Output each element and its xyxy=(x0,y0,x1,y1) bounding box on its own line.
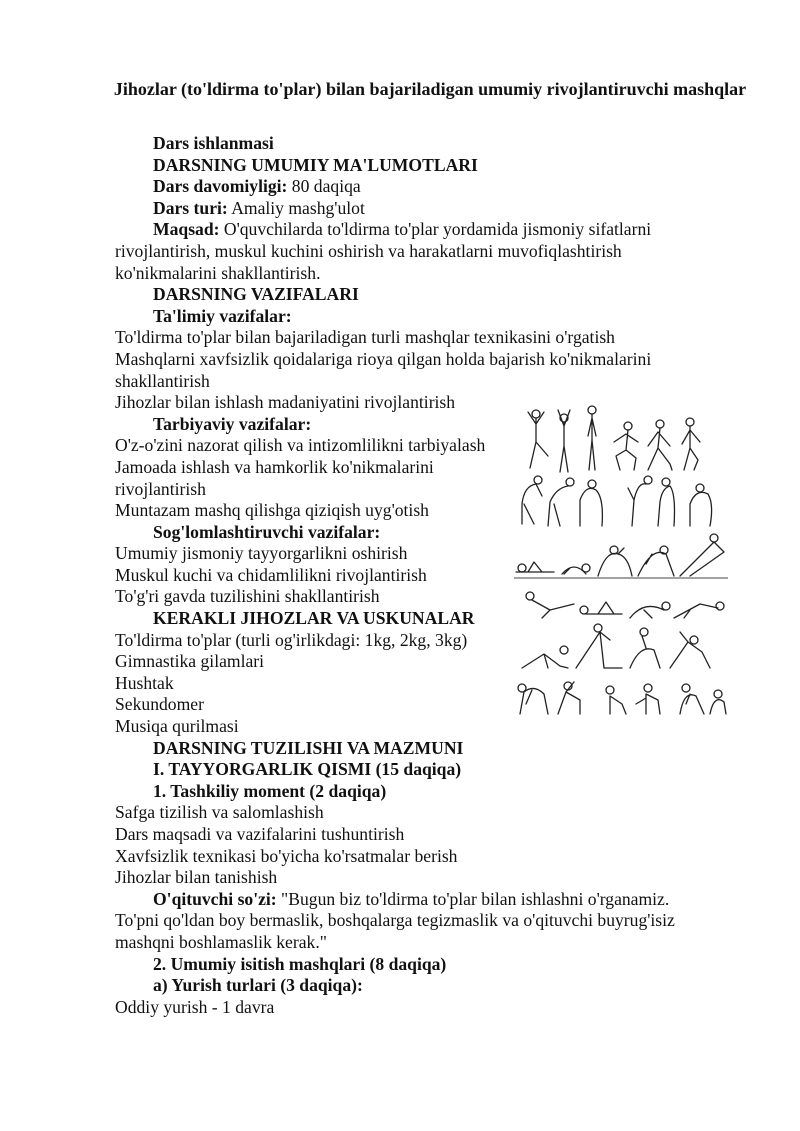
document-title: Jihozlar (to'ldirma to'plar) bilan bajariladigan umumiy rivojlantiruvchi mashqlar xyxy=(113,79,747,99)
teacher-quote-line-2: To'pni qo'ldan boy bermaslik, boshqalarga tegizmaslik va o'qituvchi buyrug'isiz xyxy=(115,910,675,931)
row-lying-figures xyxy=(526,592,724,618)
teacher-quote-label: O'qituvchi so'zi: xyxy=(153,888,277,909)
heading-equipment: KERAKLI JIHOZLAR VA USKUNALAR xyxy=(153,608,475,629)
info-duration xyxy=(115,176,715,198)
list-item: Sekundomer xyxy=(115,694,204,715)
list-item: Umumiy jismoniy tayyorgarlikni oshirish xyxy=(115,543,408,564)
exercise-figures-svg xyxy=(514,404,728,718)
list-item: O'z-o'zini nazorat qilish va intizomlilikni tarbiyalash xyxy=(115,435,486,456)
info-lesson-type xyxy=(115,198,715,220)
goal-label: Maqsad: xyxy=(153,219,220,240)
list-item: Xavfsizlik texnikasi bo'yicha ko'rsatmalar berish xyxy=(115,845,458,866)
heading-educational-tasks: Ta'limiy vazifalar: xyxy=(153,305,292,326)
heading-warmup: 2. Umumiy isitish mashqlari (8 daqiqa) xyxy=(153,953,447,974)
teacher-quote-text: "Bugun biz to'ldirma to'plar bilan ishlashni o'rganamiz. xyxy=(276,888,670,909)
row-standing-figures xyxy=(528,406,700,472)
duration-value: 80 daqiqa xyxy=(287,176,361,197)
row-bridge-figures xyxy=(516,534,724,576)
list-item: To'ldirma to'plar (turli og'irlikdagi: 1kg, 2kg, 3kg) xyxy=(115,629,468,650)
list-item: Jihozlar bilan tanishish xyxy=(115,867,278,888)
heading-upbringing-tasks: Tarbiyaviy vazifalar: xyxy=(153,413,312,434)
list-item: Gimnastika gilamlari xyxy=(115,651,265,672)
teacher-quote xyxy=(115,889,715,911)
list-item: Oddiy yurish - 1 davra xyxy=(115,996,275,1017)
list-item: To'g'ri gavda tuzilishini shakllantirish xyxy=(115,586,380,607)
subtitle-lesson-plan: Dars ishlanmasi xyxy=(153,133,274,153)
heading-preparatory-part: I. TAYYORGARLIK QISMI (15 daqiqa) xyxy=(153,759,462,780)
goal-value: O'quvchilarda to'ldirma to'plar yordamida jismoniy sifatlarni xyxy=(219,219,652,240)
row-seated-figures xyxy=(518,682,726,714)
row-kneeling-figures xyxy=(522,624,710,668)
goal-line-3: ko'nikmalarini shakllantirish. xyxy=(115,262,321,283)
list-item: Mashqlarni xavfsizlik qoidalariga rioya qilgan holda bajarish ko'nikmalarini xyxy=(115,348,652,369)
heading-health-tasks: Sog'lomlashtiruvchi vazifalar: xyxy=(153,521,381,542)
heading-general-info: DARSNING UMUMIY MA'LUMOTLARI xyxy=(153,154,478,175)
duration-label: Dars davomiyligi: xyxy=(153,176,288,197)
list-item: shakllantirish xyxy=(115,370,210,391)
list-item: Muntazam mashq qilishga qiziqish uyg'otish xyxy=(115,500,429,521)
exercise-illustration xyxy=(514,404,728,718)
info-goal xyxy=(115,219,715,241)
list-item: rivojlantirish xyxy=(115,478,206,499)
lesson-type-value: Amaliy mashg'ulot xyxy=(227,197,365,218)
heading-walking-types: a) Yurish turlari (3 daqiqa): xyxy=(153,975,363,996)
list-item: Musiqa qurilmasi xyxy=(115,716,239,737)
row-bending-figures xyxy=(522,476,712,526)
lesson-type-label: Dars turi: xyxy=(153,197,228,218)
list-item: Jamoada ishlash va hamkorlik ko'nikmalarini xyxy=(115,456,434,477)
list-item: Dars maqsadi va vazifalarini tushuntirish xyxy=(115,824,405,844)
heading-lesson-structure: DARSNING TUZILISHI VA MAZMUNI xyxy=(153,737,464,758)
heading-tasks: DARSNING VAZIFALARI xyxy=(153,284,359,305)
heading-organizational-moment: 1. Tashkiliy moment (2 daqiqa) xyxy=(153,780,387,801)
list-item: Safga tizilish va salomlashish xyxy=(115,802,324,823)
list-item: To'ldirma to'plar bilan bajariladigan turli mashqlar texnikasini o'rgatish xyxy=(115,327,615,348)
list-item: Hushtak xyxy=(115,672,174,693)
teacher-quote-line-3: mashqni boshlamaslik kerak." xyxy=(115,931,327,952)
list-item: Muskul kuchi va chidamlilikni rivojlantirish xyxy=(115,564,427,585)
goal-line-2: rivojlantirish, muskul kuchini oshirish va harakatlarni muvofiqlashtirish xyxy=(115,240,622,261)
list-item: Jihozlar bilan ishlash madaniyatini rivojlantirish xyxy=(115,392,456,413)
